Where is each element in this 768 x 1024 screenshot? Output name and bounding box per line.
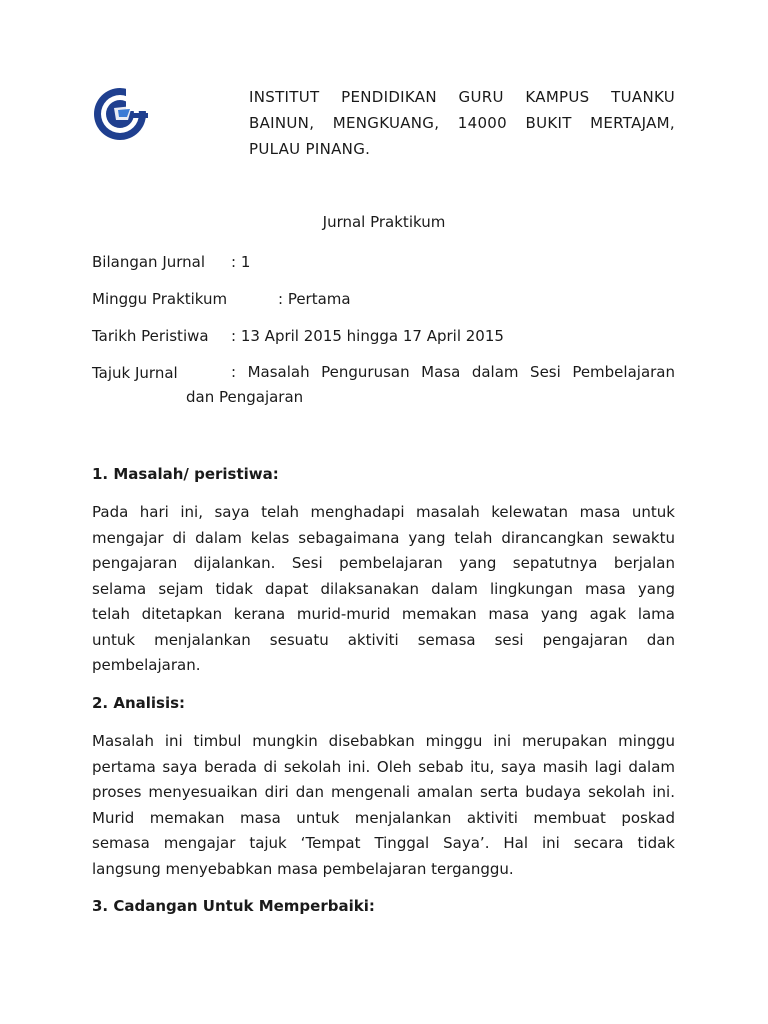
field-value: : Pertama [278,290,351,308]
institution-line-3: PULAU PINANG. [249,140,371,158]
field-value: : 1 [231,253,251,271]
body-line: Pada hari ini, saya telah menghadapi masalah kelewatan masa untuk [92,503,675,521]
field-value: : 13 April 2015 hingga 17 April 2015 [231,327,504,345]
body-line: Masalah ini timbul mungkin disebabkan minggu ini merupakan minggu [92,732,675,750]
body-line: mengajar di dalam kelas sebagaimana yang telah dirancangkan sewaktu [92,528,675,547]
section-body-analisis [92,729,675,882]
ipg-logo [92,86,148,142]
field-tajuk-jurnal [92,364,178,382]
section-body-masalah [92,500,675,679]
body-line: pengajaran dijalankan. Sesi pembelajaran yang sepatutnya berjalan [92,554,675,572]
institution-line-1: INSTITUT PENDIDIKAN GURU KAMPUS TUANKU [249,88,675,106]
body-line: pembelajaran. [92,656,201,674]
document-title: Jurnal Praktikum [322,213,446,231]
field-tajuk-value-line-1: : Masalah Pengurusan Masa dalam Sesi Pembelajaran [231,363,675,381]
body-line: Murid memakan masa untuk menjalankan aktiviti membuat poskad [92,808,675,827]
body-line: langsung menyebabkan masa pembelajaran terganggu. [92,859,514,878]
field-label: Tajuk Jurnal [92,364,178,382]
body-line: proses menyesuaikan diri dan mengenali amalan serta budaya sekolah ini. [92,783,675,801]
field-label: Bilangan Jurnal [92,253,206,271]
body-line: untuk menjalankan sesuatu aktiviti semasa sesi pengajaran dan [92,630,675,649]
field-minggu-praktikum [92,290,351,308]
field-label: Tarikh Peristiwa [92,327,209,345]
body-line: pertama saya berada di sekolah ini. Oleh sebab itu, saya masih lagi dalam [92,757,675,776]
field-label: Minggu Praktikum [92,290,228,308]
body-line: semasa mengajar tajuk ‘Tempat Tinggal Saya’. Hal ini secara tidak [92,834,675,852]
section-heading-masalah: 1. Masalah/ peristiwa: [92,465,279,483]
section-heading-analisis: 2. Analisis: [92,694,186,712]
body-line: selama sejam tidak dapat dilaksanakan dalam lingkungan masa yang [92,579,675,598]
body-line: telah ditetapkan kerana murid-murid memakan masa yang agak lama [92,605,675,623]
field-bilangan-jurnal [92,253,251,271]
institution-address [249,84,675,162]
field-tajuk-value-line-2: dan Pengajaran [186,388,304,406]
institution-line-2: BAINUN, MENGKUANG, 14000 BUKIT MERTAJAM, [249,114,675,132]
section-heading-cadangan: 3. Cadangan Untuk Memperbaiki: [92,897,375,915]
field-tarikh-peristiwa [92,327,504,345]
